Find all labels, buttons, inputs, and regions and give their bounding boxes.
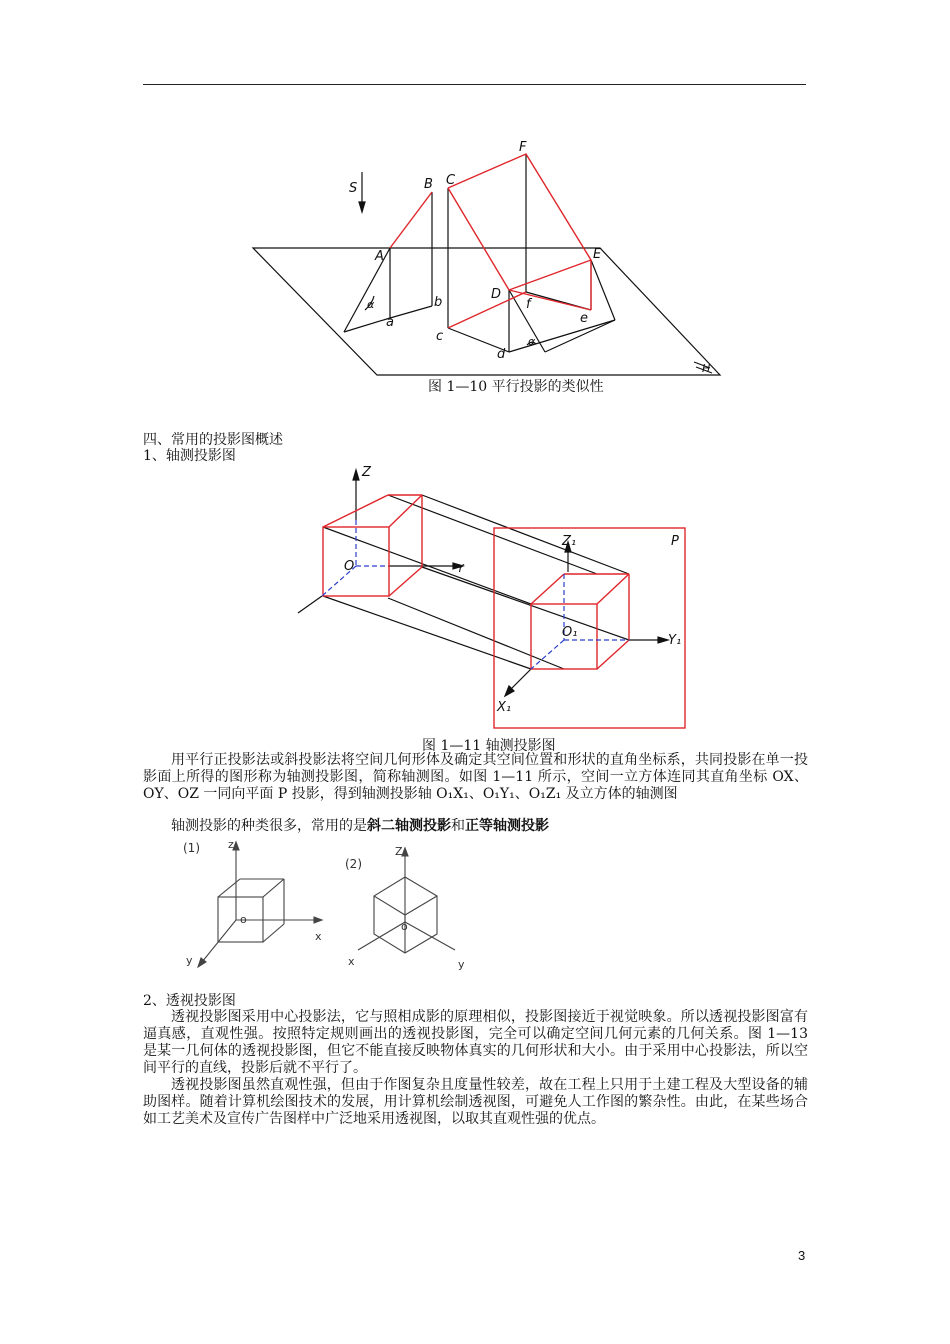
label-X1: X₁ xyxy=(497,700,512,715)
paragraph-axonometric-types xyxy=(143,818,808,835)
label-E: E xyxy=(593,247,602,262)
axis-x-1: x xyxy=(315,930,322,943)
label-C: C xyxy=(446,173,456,188)
plane-h xyxy=(253,248,720,375)
label-P: P xyxy=(671,534,679,549)
axis-o-1: o xyxy=(240,913,247,926)
axis-x-2: x xyxy=(348,955,355,968)
paragraph-perspective-definition: 透视投影图采用中心投影法，它与照相成影的原理相似，投影图接近于视觉映象。所以透视投影图富有逼真感，直观性强。按照特定规则画出的透视投影图，完全可以确定空间几何元素的几何关系。图 1—13 是某一几何体的透视投影图，但它不能直接反映物体真实的几何形状和大小。由于采用中心投影法，所以空间平行的直线，投影后就不平行了。 xyxy=(143,1009,808,1076)
label-f: f xyxy=(526,297,531,312)
header-rule xyxy=(143,84,806,85)
label-A: A xyxy=(375,249,384,264)
label-e: e xyxy=(580,311,588,326)
section-4-heading: 四、常用的投影图概述 xyxy=(143,432,283,448)
label-alpha-2: α xyxy=(528,335,536,348)
figure-1-11 xyxy=(290,460,700,740)
figure-1-10-caption: 图 1—10 平行投影的类似性 xyxy=(428,379,604,395)
label-Z1: Z₁ xyxy=(562,534,577,549)
label-alpha-1: α xyxy=(367,298,375,311)
label-d: d xyxy=(497,347,506,362)
label-c: c xyxy=(436,329,444,344)
label-F: F xyxy=(519,140,527,155)
axis-o-2: o xyxy=(401,920,408,933)
label-O1: O₁ xyxy=(562,625,578,640)
types-prefix: 轴测投影的种类很多，常用的是 xyxy=(171,818,367,834)
subsection-2-heading: 2、透视投影图 xyxy=(143,993,236,1009)
figure-1-12 xyxy=(175,835,485,975)
label-Y1: Y₁ xyxy=(668,633,682,648)
axis-y-2: y xyxy=(458,958,465,971)
figure-1-11-caption: 图 1—11 轴测投影图 xyxy=(422,738,556,754)
type-oblique: 斜二轴测投影 xyxy=(367,818,451,834)
axis-y-1: y xyxy=(186,954,193,967)
label-2: (2) xyxy=(345,857,362,871)
label-H: H xyxy=(702,362,711,375)
types-mid: 和 xyxy=(451,818,465,834)
paragraph-axonometric-definition: 用平行正投影法或斜投影法将空间几何形体及确定其空间位置和形状的直角坐标系，共同投影在单一投影面上所得的图形称为轴测投影图，简称轴测图。如图 1—11 所示，空间一立方体连同其直角坐标 OX、OY、OZ 一同向平面 P 投影，得到轴测投影轴 O₁X₁、O₁Y₁、O₁Z₁ 及立方体的轴测图 xyxy=(143,752,808,802)
label-b: b xyxy=(434,295,443,310)
figure-1-10 xyxy=(240,140,730,380)
label-B: B xyxy=(424,177,433,192)
label-a: a xyxy=(386,315,394,330)
axis-z-2: Z xyxy=(395,845,403,858)
page-number: 3 xyxy=(798,1248,806,1263)
type-isometric: 正等轴测投影 xyxy=(465,818,549,834)
plane-p xyxy=(494,528,685,728)
label-1: (1) xyxy=(183,841,200,855)
label-D: D xyxy=(491,287,502,302)
subsection-1-heading: 1、轴测投影图 xyxy=(143,448,236,464)
label-Z: Z xyxy=(362,465,371,480)
label-Y: Y xyxy=(457,562,464,575)
label-S: S xyxy=(349,181,358,196)
paragraph-perspective-usage: 透视投影图虽然直观性强，但由于作图复杂且度量性较差，故在工程上只用于土建工程及大型设备的辅助图样。随着计算机绘图技术的发展，用计算机绘制透视图，可避免人工作图的繁杂性。由此，在某些场合如工艺美术及宣传广告图样中广泛地采用透视图，以取其直观性强的优点。 xyxy=(143,1077,808,1127)
axis-z-1: z xyxy=(228,838,234,851)
label-O: O xyxy=(344,559,355,574)
